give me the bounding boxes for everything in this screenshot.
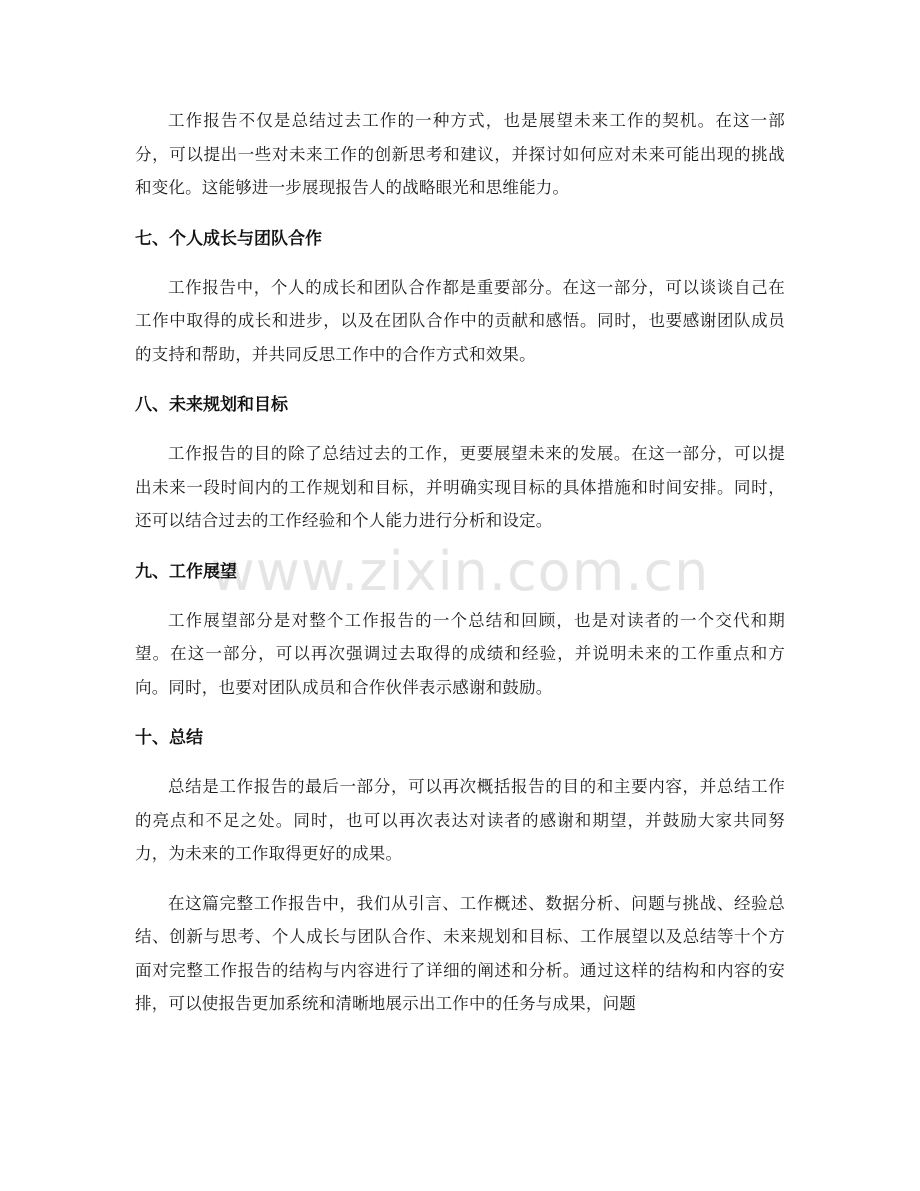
paragraph-summary: 总结是工作报告的最后一部分，可以再次概括报告的目的和主要内容，并总结工作的亮点和不足之处。同时，也可以再次表达对读者的感谢和期望，并鼓励大家共同努力，为未来的工作取得更好的成果。 [135,777,785,863]
document-body [135,104,785,1021]
heading-section-9: 九、工作展望 [135,561,237,582]
paragraph-growth: 工作报告中，个人的成长和团队合作都是重要部分。在这一部分，可以谈谈自己在工作中取得的成长和进步，以及在团队合作中的贡献和感悟。同时，也要感谢团队成员的支持和帮助，并共同反思工作中的合作方式和效果。 [135,277,785,364]
heading-section-8: 八、未来规划和目标 [135,395,288,415]
watermark-text: www.zixin.com.cn [210,540,710,603]
paragraph-plan: 工作报告的目的除了总结过去的工作，更要展望未来的发展。在这一部分，可以提出未来一段时间内的工作规划和目标，并明确实现目标的具体措施和时间安排。同时，还可以结合过去的工作经验和个人能力进行分析和设定。 [135,444,785,530]
paragraph-closing: 在这篇完整工作报告中，我们从引言、工作概述、数据分析、问题与挑战、经验总结、创新与思考、个人成长与团队合作、未来规划和目标、工作展望以及总结等十个方面对完整工作报告的结构与内容进行了详细的阐述和分析。通过这样的结构和内容的安排，可以使报告更加系统和清晰地展示出工作中的任务与成果，问题 [135,893,785,1013]
paragraph-intro: 工作报告不仅是总结过去工作的一种方式，也是展望未来工作的契机。在这一部分，可以提出一些对未来工作的创新思考和建议，并探讨如何应对未来可能出现的挑战和变化。这能够进一步展现报告人的战略眼光和思维能力。 [135,111,785,197]
paragraph-outlook: 工作展望部分是对整个工作报告的一个总结和回顾，也是对读者的一个交代和期望。在这一部分，可以再次强调过去取得的成绩和经验，并说明未来的工作重点和方向。同时，也要对团队成员和合作伙伴表示感谢和鼓励。 [135,610,785,697]
paragraph-gap [135,871,785,887]
heading-section-7: 七、个人成长与团队合作 [135,228,322,249]
heading-section-10: 十、总结 [135,728,203,748]
